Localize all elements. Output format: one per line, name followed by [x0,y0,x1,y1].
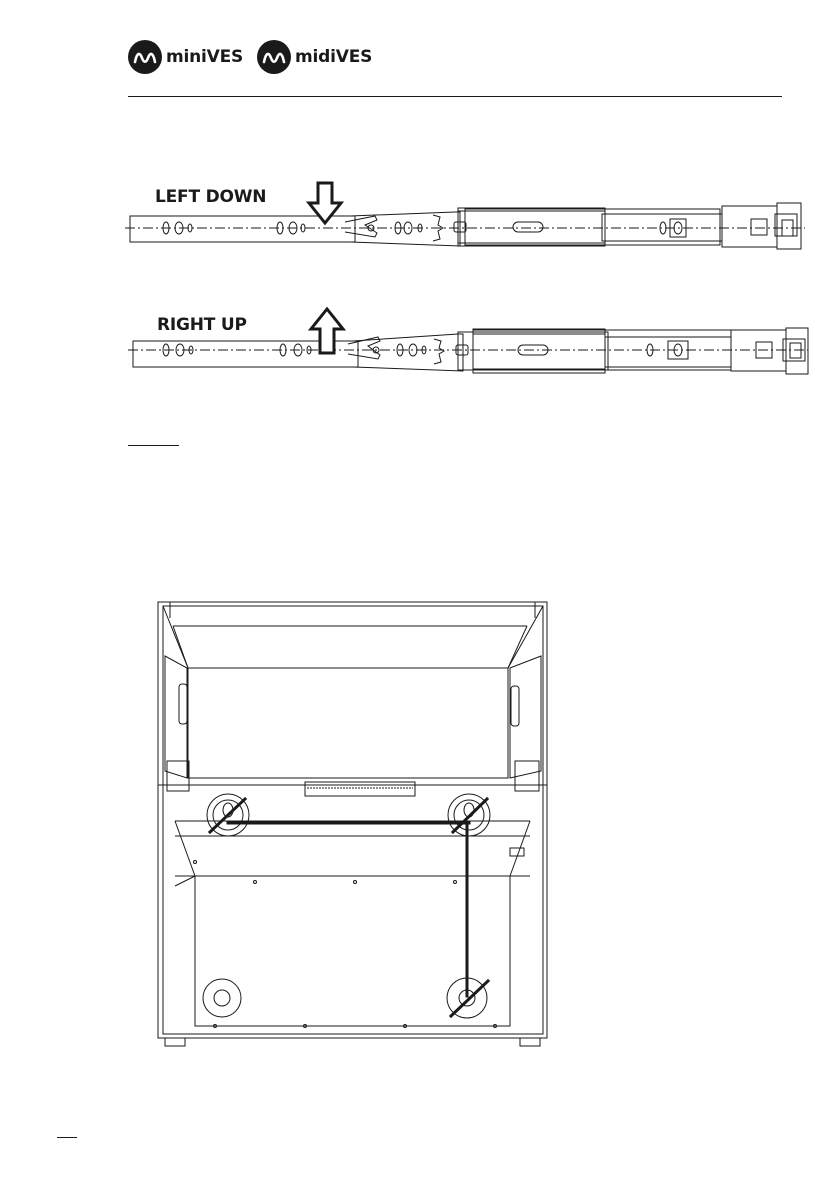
logo-text: midiVES [295,47,373,67]
note-underline [128,445,179,446]
wave-m-icon [257,40,291,74]
up-arrow-icon [309,307,345,355]
header-divider [128,96,782,97]
cabinet-drawing [155,596,555,1056]
right-up-label: RIGHT UP [157,315,247,335]
logo-text: miniVES [166,47,244,67]
right-rail-drawing [128,320,808,380]
left-rail-drawing [125,195,805,255]
logo-midives [257,40,372,74]
wave-m-icon [128,40,162,74]
left-down-label: LEFT DOWN [155,187,267,207]
down-arrow-icon [307,181,343,225]
footer-page-rule [57,1137,77,1138]
logo-minives [128,40,243,74]
